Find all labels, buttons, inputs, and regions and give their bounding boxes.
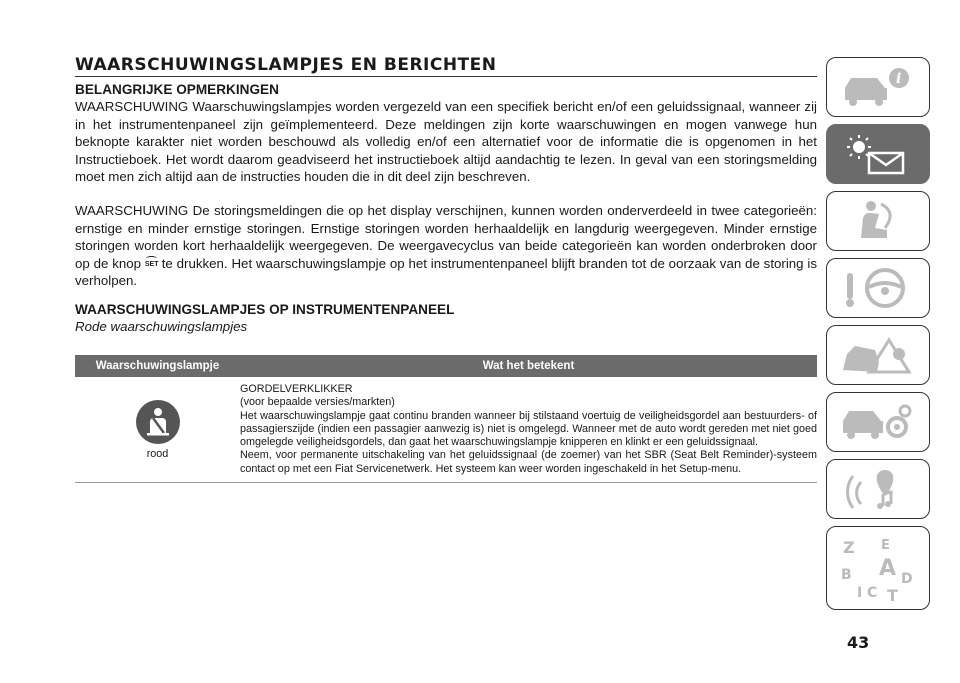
meaning-title: GORDELVERKLIKKER bbox=[240, 383, 353, 395]
svg-text:B: B bbox=[841, 567, 852, 583]
page-title: WAARSCHUWINGSLAMPJES EN BERICHTEN bbox=[75, 55, 497, 75]
section-heading-instrument-panel: WAARSCHUWINGSLAMPJES OP INSTRUMENTENPANEEL bbox=[75, 302, 455, 317]
meaning-cell bbox=[240, 377, 817, 483]
set-button-icon bbox=[145, 256, 158, 268]
svg-text:A: A bbox=[879, 556, 897, 581]
car-breakdown-icon bbox=[839, 332, 919, 378]
tab-car-info[interactable] bbox=[826, 57, 930, 117]
tab-warning-lights[interactable] bbox=[826, 124, 930, 184]
section-heading-important-notes: BELANGRIJKE OPMERKINGEN bbox=[75, 82, 279, 97]
set-button-label: SET bbox=[144, 260, 159, 268]
meaning-note: Neem, voor permanente uitschakeling van het geluidssignaal (de zoemer) van het SBR (Seat Belt Reminder)-systeem contact op met een Fiat Servicenetwerk. Het systeem kan weer worden ingeschakeld in het Setup-menu. bbox=[240, 449, 817, 475]
tab-starting-driving[interactable] bbox=[826, 258, 930, 318]
seat-airbag-icon bbox=[839, 198, 919, 244]
steering-wheel-key-icon bbox=[839, 265, 919, 311]
title-divider bbox=[75, 76, 817, 77]
section-subheading-red-lights: Rode waarschuwingslampjes bbox=[75, 319, 248, 334]
tab-maintenance[interactable] bbox=[826, 392, 930, 452]
table-header-row bbox=[75, 355, 817, 377]
tab-index[interactable] bbox=[826, 526, 930, 610]
svg-text:i: i bbox=[896, 71, 902, 87]
svg-text:E: E bbox=[881, 538, 890, 553]
seatbelt-icon bbox=[136, 400, 180, 444]
car-info-icon bbox=[839, 64, 919, 110]
warning-light-message-icon bbox=[839, 131, 919, 177]
header-warning-light: Waarschuwingslampje bbox=[75, 355, 240, 377]
svg-text:Z: Z bbox=[843, 538, 855, 557]
lamp-color-label: rood bbox=[146, 447, 169, 460]
tab-safety[interactable] bbox=[826, 191, 930, 251]
lamp-cell bbox=[75, 377, 240, 483]
tab-multimedia[interactable] bbox=[826, 459, 930, 519]
tab-emergency[interactable] bbox=[826, 325, 930, 385]
table-row bbox=[75, 377, 817, 483]
paragraph-text-part-1: WAARSCHUWING De storingsmeldingen die op het display verschijnen, kunnen worden onderverdeeld in twee categorieën: ernstige en minder ernstige storingen. Ernstige storingen worden herhaaldelijk en langdurig weergegeven. Minder ernstige storingen worden kort herhaaldelijk weergegeven. De weergavecyclus van beide categorieën kan worden onderbroken door op de knop bbox=[75, 203, 817, 271]
failure-messages-paragraph bbox=[75, 202, 817, 290]
svg-text:C: C bbox=[867, 585, 878, 601]
meaning-scope: (voor bepaalde versies/markten) bbox=[240, 396, 395, 409]
header-meaning: Wat het betekent bbox=[240, 355, 817, 377]
page-number: 43 bbox=[847, 633, 870, 652]
meaning-description: Het waarschuwingslampje gaat continu branden wanneer bij stilstaand voertuig de veiligheidsgordel aan bestuurders- of passagierszijde (indien een passagier aanwezig is) niet is omgelegd. Wanneer met de auto wordt gereden met niet goed omgelegde veiligheidsgordels, dan gaat het waarschuwingslampje knipperen en klinkt er een geluidssignaal. bbox=[240, 409, 817, 449]
multimedia-navigation-icon bbox=[839, 466, 919, 512]
svg-text:I: I bbox=[857, 585, 863, 601]
intro-paragraph: WAARSCHUWING Waarschuwingslampjes worden vergezeld van een specifiek bericht en/of een geluidssignaal, wanneer zij in het instrumentenpaneel zijn geïmplementeerd. Deze meldingen zijn korte waarschuwingen en mogen vanwege hun beknopte karakter niet worden beschouwd als volledig en/of een alternatief voor de informatie die is opgenomen in het Instructieboek. Het wordt daarom geadviseerd het instructieboek altijd aandachtig te lezen. In geval van een storingsmelding moet men zich altijd aan de instructies houden die in dit deel zijn beschreven. bbox=[75, 99, 817, 185]
car-service-gear-icon bbox=[839, 399, 919, 445]
svg-text:T: T bbox=[887, 586, 898, 605]
paragraph-text-part-2: te drukken. Het waarschuwingslampje op het instrumentenpaneel blijft branden tot de oorzaak van de storing is verholpen. bbox=[75, 255, 817, 289]
warning-lights-table bbox=[75, 355, 817, 483]
svg-text:D: D bbox=[901, 571, 913, 587]
alphabetical-index-icon bbox=[839, 533, 919, 607]
